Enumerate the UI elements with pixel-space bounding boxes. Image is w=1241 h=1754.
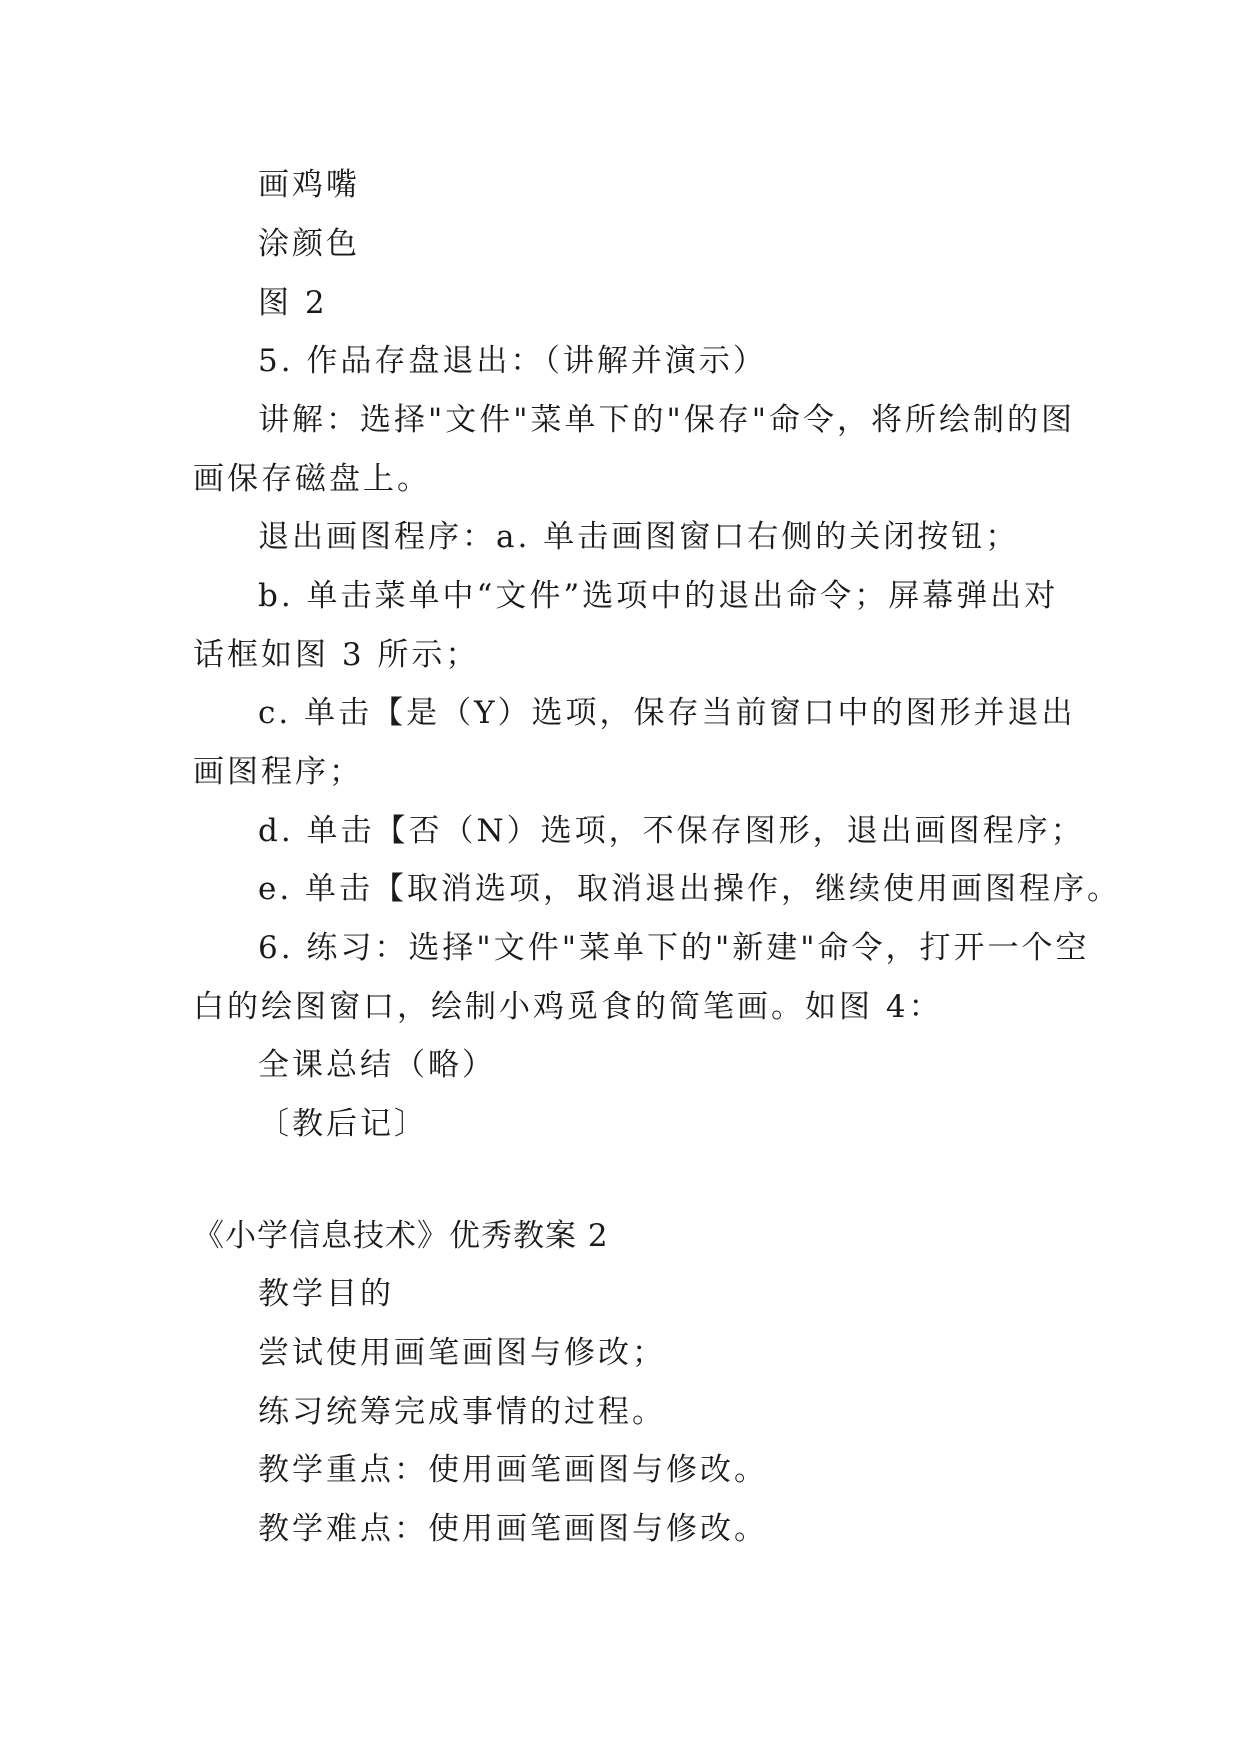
text-line: 画保存磁盘上。 <box>193 461 431 497</box>
text-line: 教学难点：使用画笔画图与修改。 <box>258 1511 768 1547</box>
text-line: 练习统筹完成事情的过程。 <box>258 1394 666 1430</box>
step-heading: 6. 练习：选择"文件"菜单下的"新建"命令，打开一个空 <box>258 930 1090 966</box>
text-line: 话框如图 3 所示； <box>193 637 480 673</box>
text-line: 教学目的 <box>258 1276 394 1312</box>
text-line: 画鸡嘴 <box>258 167 360 203</box>
text-line: 〔教后记〕 <box>258 1106 428 1142</box>
text-line: c. 单击【是（Y）选项，保存当前窗口中的图形并退出 <box>258 695 1076 731</box>
text-line: 全课总结（略） <box>258 1047 496 1083</box>
text-line: 讲解：选择"文件"菜单下的"保存"命令，将所绘制的图 <box>258 402 1076 438</box>
text-line: 白的绘图窗口，绘制小鸡觅食的简笔画。如图 4： <box>193 989 943 1025</box>
text-line: 教学重点：使用画笔画图与修改。 <box>258 1452 768 1488</box>
section-title: 《小学信息技术》优秀教案 2 <box>193 1218 609 1254</box>
text-line: 涂颜色 <box>258 226 360 262</box>
text-line: 退出画图程序：a. 单击画图窗口右侧的关闭按钮； <box>258 519 1020 555</box>
figure-label: 图 2 <box>258 285 328 321</box>
text-line: d. 单击【否（N）选项，不保存图形，退出画图程序； <box>258 813 1085 849</box>
text-line: 尝试使用画笔画图与修改； <box>258 1335 666 1371</box>
text-line: e. 单击【取消选项，取消退出操作，继续使用画图程序。 <box>258 871 1122 907</box>
step-heading: 5. 作品存盘退出：（讲解并演示） <box>258 343 767 379</box>
text-line: 画图程序； <box>193 754 363 790</box>
text-line: b. 单击菜单中“文件”选项中的退出命令；屏幕弹出对 <box>258 578 1059 614</box>
